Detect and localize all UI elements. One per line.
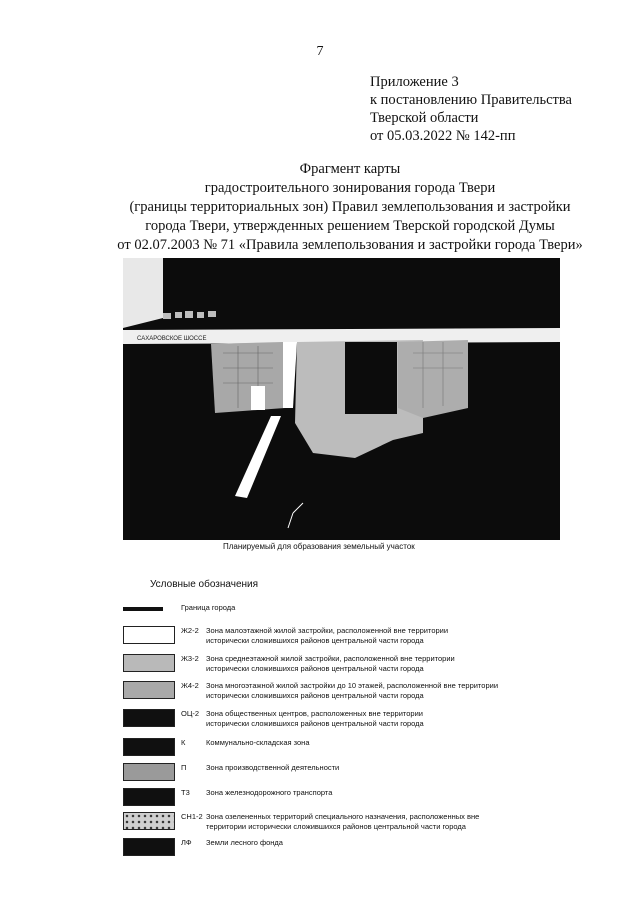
legend-desc: Зона озелененных территорий специального назначения, расположенных вне территории исторически сложившихся районов центральной части города: [206, 812, 480, 831]
zone-code: П: [181, 763, 187, 772]
zone-code: Т3: [181, 788, 190, 797]
appendix-line: Приложение 3: [370, 74, 459, 90]
title-line: города Твери, утвержденных решением Тверской городской Думы: [145, 218, 555, 234]
appendix-block: [370, 73, 572, 145]
legend-desc: Зона железнодорожного транспорта: [206, 788, 333, 797]
title-line: Фрагмент карты: [299, 161, 401, 177]
title-line: от 02.07.2003 № 71 «Правила землепользования и застройки города Твери»: [117, 237, 583, 253]
zone-code: ОЦ-2: [181, 709, 200, 718]
legend-desc: Коммунально-складская зона: [206, 738, 310, 747]
zone-swatch: [123, 763, 175, 781]
road-label: САХАРОВСКОЕ ШОССЕ: [137, 336, 207, 342]
legend-desc: Граница города: [181, 603, 236, 612]
zone-swatch: [123, 788, 175, 806]
appendix-line: к постановлению Правительства: [370, 92, 572, 108]
zoning-map: [123, 258, 560, 540]
zone-code: Ж4-2: [181, 681, 199, 690]
title-line: градостроительного зонирования города Твери: [204, 180, 496, 196]
appendix-line: Тверской области: [370, 110, 479, 126]
legend-desc: Зона общественных центров, расположенных вне территории исторически сложившихся районов центральной части города: [206, 709, 424, 728]
zone-swatch: [123, 738, 175, 756]
zone-residential-mid: [211, 342, 285, 413]
legend-desc: Зона производственной деятельности: [206, 763, 340, 772]
appendix-line: от 05.03.2022 № 142-пп: [370, 128, 516, 144]
zone-code: Ж2-2: [181, 626, 199, 635]
legend-desc: Земли лесного фонда: [206, 838, 283, 847]
zone-white-area: [123, 258, 163, 328]
zone-code: К: [181, 738, 186, 747]
legend-desc: Зона среднеэтажной жилой застройки, расположенной вне территории исторически сложившихся районов центральной части города: [206, 654, 455, 673]
zone-swatch: [123, 838, 175, 856]
zone-white-patch: [251, 386, 265, 410]
title-line: (границы территориальных зон) Правил землепользования и застройки: [129, 199, 571, 215]
zone-swatch: [123, 709, 175, 727]
zone-swatch: [123, 654, 175, 672]
zone-code: ЛФ: [181, 838, 192, 847]
legend-title: Условные обозначения: [150, 579, 259, 590]
page-number: 7: [316, 44, 324, 59]
zone-swatch: [123, 626, 175, 644]
map-caption: Планируемый для образования земельный участок: [223, 542, 415, 551]
zone-residential-right: [398, 340, 468, 418]
document-title: [60, 160, 640, 255]
legend-desc: Зона многоэтажной жилой застройки до 10 этажей, расположенной вне территории исторически сложившихся районов центральной части города: [206, 681, 499, 700]
zone-code: СН1-2: [181, 812, 203, 821]
city-border-swatch: [123, 607, 163, 611]
zone-swatch: [123, 681, 175, 699]
legend-desc: Зона малоэтажной жилой застройки, расположенной вне территории исторически сложившихся районов центральной части города: [206, 626, 449, 645]
zone-swatch: [123, 812, 175, 830]
zone-public-center: [345, 342, 397, 414]
zone-code: Ж3-2: [181, 654, 199, 663]
